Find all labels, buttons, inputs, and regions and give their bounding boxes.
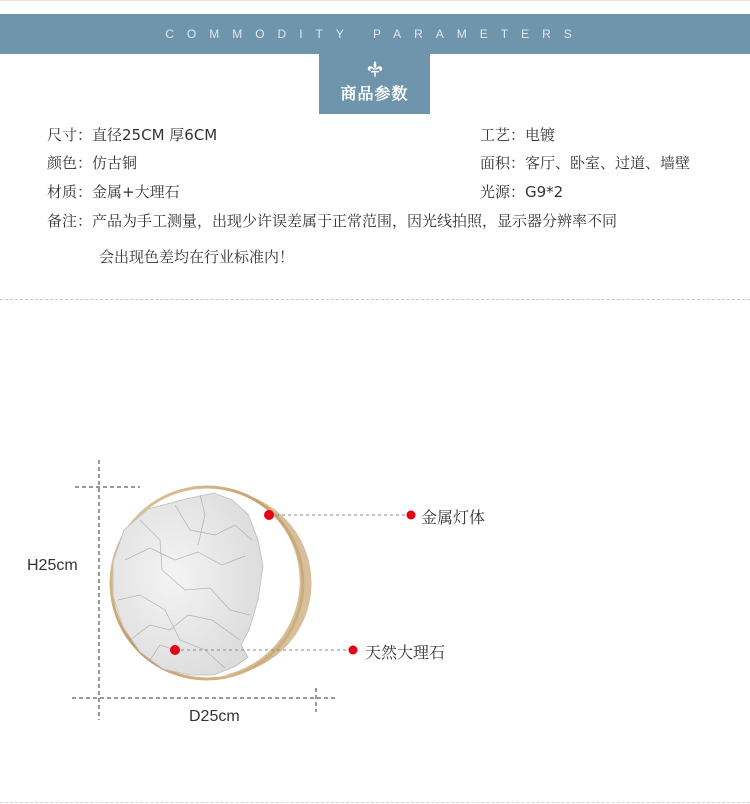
param-light <box>480 181 563 202</box>
top-border <box>0 0 750 1</box>
marker-metal-start <box>264 510 274 520</box>
marker-marble-end <box>349 646 358 655</box>
param-light-label: 光源： <box>480 183 526 201</box>
callout-marble: 天然大理石 <box>365 643 446 662</box>
product-diagram <box>0 300 750 800</box>
section-title: 商品参数 <box>340 84 409 103</box>
param-color-label: 颜色： <box>47 154 93 172</box>
param-color-value: 仿古铜 <box>92 154 138 172</box>
param-area-value: 客厅、卧室、过道、墙壁 <box>525 154 691 172</box>
section-title-tab <box>319 54 430 114</box>
param-process-value: 电镀 <box>525 126 556 144</box>
param-size-value: 直径25CM 厚6CM <box>92 126 218 144</box>
param-area <box>480 152 690 173</box>
param-size-label: 尺寸： <box>47 126 93 144</box>
param-material-label: 材质： <box>47 183 93 201</box>
param-color <box>47 152 137 173</box>
param-material-value: 金属+大理石 <box>92 183 180 201</box>
param-note <box>47 210 617 231</box>
header-banner <box>0 14 750 54</box>
param-area-label: 面积： <box>480 154 526 172</box>
param-process <box>480 124 555 145</box>
param-note-line1: 产品为手工测量，出现少许误差属于正常范围，因光线拍照，显示器分辨率不同 <box>92 212 618 230</box>
fleur-de-lis-icon <box>366 60 384 78</box>
diameter-label: D25cm <box>189 708 240 725</box>
banner-title: COMMODITY PARAMETERS <box>165 27 585 41</box>
param-process-label: 工艺： <box>480 126 526 144</box>
param-note-label: 备注： <box>47 212 93 230</box>
param-light-value: G9*2 <box>525 183 564 201</box>
param-note-line2: 会出现色差均在行业标准内！ <box>99 248 295 266</box>
marker-marble-start <box>170 645 180 655</box>
bottom-border <box>0 802 750 803</box>
height-label: H25cm <box>27 557 78 574</box>
param-note-continued <box>99 246 294 267</box>
param-material <box>47 181 180 202</box>
param-size <box>47 124 217 145</box>
callout-metal-body: 金属灯体 <box>421 508 486 527</box>
marker-metal-end <box>407 511 416 520</box>
